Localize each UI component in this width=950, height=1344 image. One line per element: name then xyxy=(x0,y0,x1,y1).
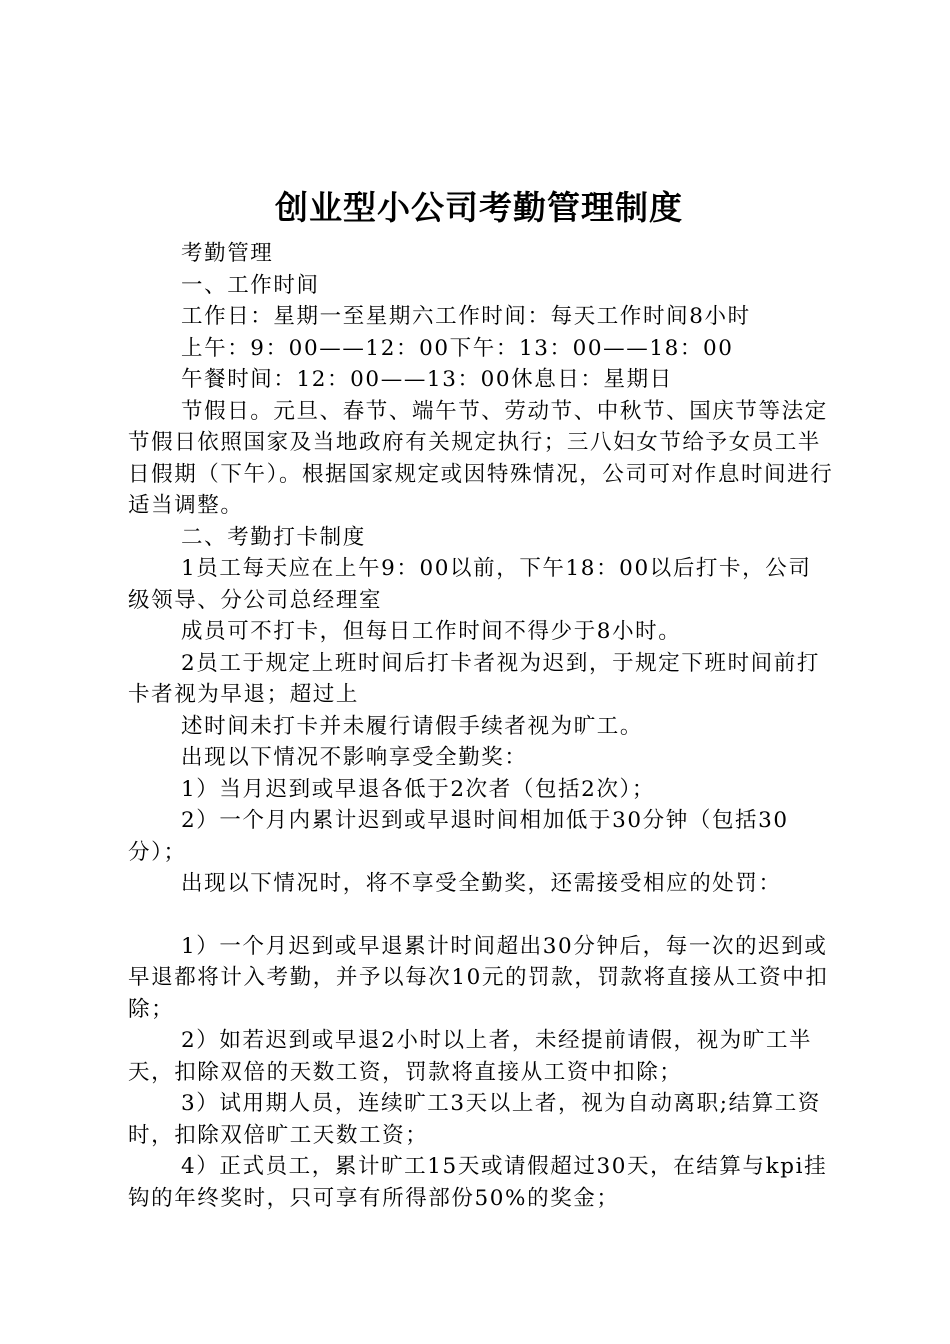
document-body xyxy=(128,238,834,1214)
list-item-penalty-4: 4）正式员工，累计旷工15天或请假超过30天，在结算与kpi挂钩的年终奖时，只可享有所得部份50%的奖金； xyxy=(128,1154,828,1211)
list-item-bonus-2: 2）一个月内累计迟到或早退时间相加低于30分钟（包括30分）； xyxy=(128,808,789,865)
paragraph-rule-2-cont: 述时间未打卡并未履行请假手续者视为旷工。 xyxy=(181,713,644,739)
section-heading-clock-in: 二、考勤打卡制度 xyxy=(181,524,366,550)
document-title: 创业型小公司考勤管理制度 xyxy=(275,188,683,227)
paragraph-bonus-intro: 出现以下情况不影响享受全勤奖： xyxy=(181,745,528,770)
paragraph-holidays: 节假日。元旦、春节、端午节、劳动节、中秋节、国庆节等法定节假日依照国家及当地政府有关规定执行；三八妇女节给予女员工半日假期（下午）。根据国家规定或因特殊情况，公司可对作息时间进行适当调整。 xyxy=(128,398,834,518)
paragraph-penalty-intro: 出现以下情况时，将不享受全勤奖，还需接受相应的处罚： xyxy=(181,871,782,896)
paragraph-workdays: 工作日：星期一至星期六工作时间：每天工作时间8小时 xyxy=(181,304,751,329)
paragraph-rule-1-cont: 成员可不打卡，但每日工作时间不得少于8小时。 xyxy=(181,619,682,644)
paragraph-rule-2: 2员工于规定上班时间后打卡者视为迟到，于规定下班时间前打卡者视为早退；超过上 xyxy=(128,650,820,707)
paragraph-lunch-rest: 午餐时间：12：00——13：00休息日：星期日 xyxy=(181,367,673,392)
list-item-bonus-1: 1）当月迟到或早退各低于2次者（包括2次）； xyxy=(181,776,655,802)
paragraph-morning-afternoon: 上午：9：00——12：00下午：13：00——18：00 xyxy=(181,335,734,361)
section-heading-work-hours: 一、工作时间 xyxy=(181,272,320,298)
list-item-penalty-2: 2）如若迟到或早退2小时以上者，未经提前请假，视为旷工半天，扣除双倍的天数工资，罚款将直接从工资中扣除； xyxy=(128,1028,813,1085)
paragraph-rule-1: 1员工每天应在上午9：00以前，下午18：00以后打卡，公司级领导、分公司总经理室 xyxy=(128,556,812,613)
section-heading-attendance: 考勤管理 xyxy=(181,241,274,266)
list-item-penalty-3: 3）试用期人员，连续旷工3天以上者，视为自动离职;结算工资时，扣除双倍旷工天数工资； xyxy=(128,1091,822,1148)
list-item-penalty-1: 1）一个月迟到或早退累计时间超出30分钟后，每一次的迟到或早退都将计入考勤，并予以每次10元的罚款，罚款将直接从工资中扣除； xyxy=(128,933,829,1022)
